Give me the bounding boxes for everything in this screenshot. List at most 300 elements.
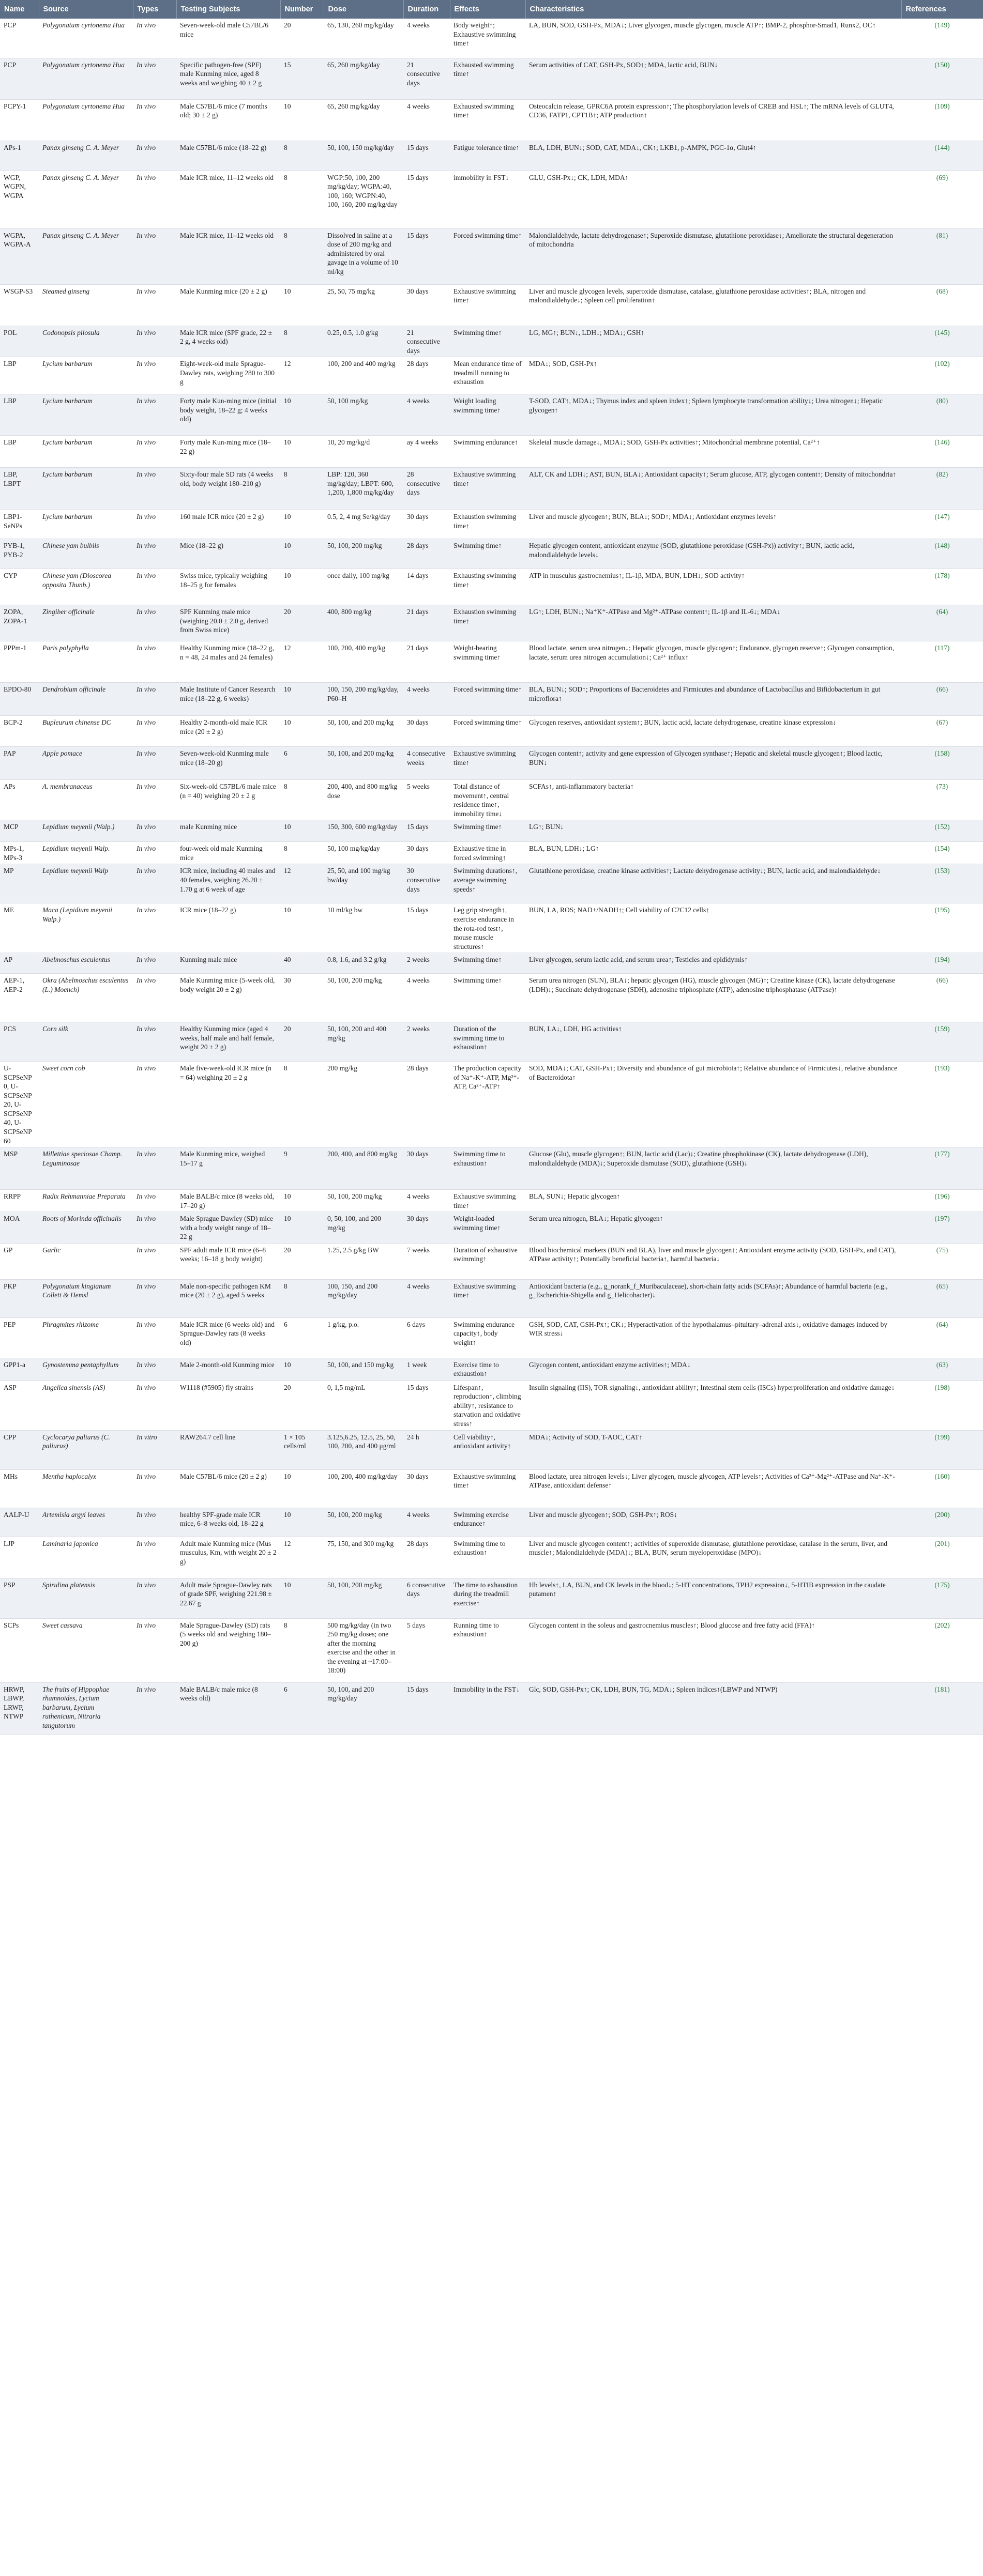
dose-cell: 50, 100 mg/kg/day	[324, 842, 403, 864]
subjects-cell: Eight-week-old male Sprague-Dawley rats, weighing 280 to 300 g	[176, 357, 280, 394]
effects-cell: Duration of exhaustive swimming↑	[450, 1243, 525, 1279]
table-row	[0, 1147, 983, 1190]
dose-cell: 25, 50, and 100 mg/kg bw/day	[324, 864, 403, 903]
types-cell: In vivo	[133, 716, 176, 747]
source-cell: A. membranaceus	[39, 780, 133, 820]
table-row	[0, 510, 983, 539]
duration-cell: 15 days	[403, 820, 450, 842]
reference-link[interactable]: (159)	[901, 1022, 983, 1062]
characteristics-cell: Serum urea nitrogen (SUN), BLA↓; hepatic glycogen (HG), muscle glycogen (MG)↑; Creatine kinase (CK), lactate dehydrogenase (LDH)↓; Succinate dehydrogenase (SDH), adenosine triphosphate (ATP), adenosine triphosphatase (ATPase)↑	[525, 974, 901, 1022]
table-row	[0, 605, 983, 641]
reference-link[interactable]: (117)	[901, 641, 983, 683]
name-cell: ME	[0, 903, 39, 953]
table-row	[0, 1243, 983, 1279]
number-cell: 10	[280, 436, 324, 468]
name-cell: RRPP	[0, 1190, 39, 1212]
reference-link[interactable]: (147)	[901, 510, 983, 539]
reference-link[interactable]: (144)	[901, 141, 983, 171]
types-cell: In vivo	[133, 436, 176, 468]
effects-cell: Mean endurance time of treadmill running to exhaustion	[450, 357, 525, 394]
name-cell: MPs-1, MPs-3	[0, 842, 39, 864]
reference-link[interactable]: (158)	[901, 747, 983, 780]
duration-cell: 30 days	[403, 510, 450, 539]
effects-cell: Swimming time↑	[450, 326, 525, 357]
subjects-cell: Male Kunming mice (20 ± 2 g)	[176, 284, 280, 326]
source-cell: Lepidium meyenii (Walp.)	[39, 820, 133, 842]
types-cell: In vivo	[133, 605, 176, 641]
reference-link[interactable]: (109)	[901, 99, 983, 141]
duration-cell: 6 consecutive days	[403, 1578, 450, 1618]
types-cell: In vivo	[133, 19, 176, 58]
subjects-cell: RAW264.7 cell line	[176, 1430, 280, 1469]
characteristics-cell: Glycogen content in the soleus and gastrocnemius muscles↑; Blood glucose and free fatty acid (FFA)↑	[525, 1618, 901, 1682]
reference-link[interactable]: (177)	[901, 1147, 983, 1190]
name-cell: AALP-U	[0, 1508, 39, 1537]
reference-link[interactable]: (178)	[901, 569, 983, 605]
duration-cell: 15 days	[403, 903, 450, 953]
reference-link[interactable]: (64)	[901, 1317, 983, 1358]
dose-cell: 100, 200 and 400 mg/kg	[324, 357, 403, 394]
effects-cell: Swimming time↑	[450, 539, 525, 569]
types-cell: In vivo	[133, 99, 176, 141]
table-row	[0, 1062, 983, 1147]
number-cell: 12	[280, 357, 324, 394]
table-row	[0, 141, 983, 171]
dose-cell: 50, 100, and 150 mg/kg	[324, 1358, 403, 1381]
dose-cell: once daily, 100 mg/kg	[324, 569, 403, 605]
characteristics-cell: Liver and muscle glycogen↑; SOD, GSH-Px↑; ROS↓	[525, 1508, 901, 1537]
table-row	[0, 716, 983, 747]
reference-link[interactable]: (64)	[901, 605, 983, 641]
characteristics-cell: Serum activities of CAT, GSH-Px, SOD↑; MDA, lactic acid, BUN↓	[525, 58, 901, 99]
table-row	[0, 1381, 983, 1430]
characteristics-cell: Blood lactate, serum urea nitrogen↓; Hepatic glycogen, muscle glycogen↑; Endurance, glycogen reserve↑; Glycogen consumption, lactate, serum urea nitrogen accumulation↓; Ca²⁺ influx↑	[525, 641, 901, 683]
reference-link[interactable]: (66)	[901, 974, 983, 1022]
subjects-cell: Healthy Kunming mice (aged 4 weeks, half male and half female, weight 20 ± 2 g)	[176, 1022, 280, 1062]
types-cell: In vivo	[133, 141, 176, 171]
number-cell: 10	[280, 394, 324, 436]
duration-cell: 28 days	[403, 539, 450, 569]
reference-link[interactable]: (81)	[901, 228, 983, 284]
reference-link[interactable]: (160)	[901, 1469, 983, 1508]
name-cell: U-SCPSeNP 0, U-SCPSeNP 20, U-SCPSeNP 40, U-SCPSeNP 60	[0, 1062, 39, 1147]
source-cell: Millettiae speciosae Champ. Leguminosae	[39, 1147, 133, 1190]
name-cell: PSP	[0, 1578, 39, 1618]
header-types: Types	[133, 0, 176, 19]
number-cell: 8	[280, 468, 324, 510]
characteristics-cell: Malondialdehyde, lactate dehydrogenase↑; Superoxide dismutase, glutathione peroxidase↓; Ameliorate the structural degeneration of mitochondria	[525, 228, 901, 284]
dose-cell: 100, 200, 400 mg/kg/day	[324, 1469, 403, 1508]
reference-link[interactable]: (82)	[901, 468, 983, 510]
types-cell: In vivo	[133, 357, 176, 394]
effects-cell: Exhausted swimming time↑	[450, 99, 525, 141]
name-cell: MHs	[0, 1469, 39, 1508]
duration-cell: 15 days	[403, 228, 450, 284]
number-cell: 10	[280, 1190, 324, 1212]
duration-cell: 2 weeks	[403, 1022, 450, 1062]
table-row	[0, 1578, 983, 1618]
number-cell: 8	[280, 326, 324, 357]
effects-cell: Swimming endurance capacity↑, body weight↑	[450, 1317, 525, 1358]
subjects-cell: Mice (18–22 g)	[176, 539, 280, 569]
subjects-cell: Healthy Kunming mice (18–22 g, n = 48, 24 males and 24 females)	[176, 641, 280, 683]
dose-cell: 150, 300, 600 mg/kg/day	[324, 820, 403, 842]
table-row	[0, 1190, 983, 1212]
number-cell: 10	[280, 1469, 324, 1508]
number-cell: 10	[280, 539, 324, 569]
table-row	[0, 903, 983, 953]
duration-cell: 4 weeks	[403, 99, 450, 141]
number-cell: 20	[280, 1243, 324, 1279]
number-cell: 8	[280, 1618, 324, 1682]
types-cell: In vivo	[133, 58, 176, 99]
duration-cell: ay 4 weeks	[403, 436, 450, 468]
number-cell: 8	[280, 842, 324, 864]
number-cell: 20	[280, 1381, 324, 1430]
duration-cell: 30 days	[403, 842, 450, 864]
dose-cell: 50, 100, 200 mg/kg	[324, 974, 403, 1022]
types-cell: In vivo	[133, 780, 176, 820]
table-row	[0, 1682, 983, 1734]
duration-cell: 6 days	[403, 1317, 450, 1358]
source-cell: Radix Rehmanniae Preparata	[39, 1190, 133, 1212]
source-cell: Roots of Morinda officinalis	[39, 1212, 133, 1244]
table-row	[0, 19, 983, 58]
number-cell: 6	[280, 747, 324, 780]
table-row	[0, 683, 983, 716]
characteristics-cell: MDA↓; SOD, GSH-Px↑	[525, 357, 901, 394]
name-cell: PAP	[0, 747, 39, 780]
table-row	[0, 1430, 983, 1469]
subjects-cell: Male Institute of Cancer Research mice (18–22 g, 6 weeks)	[176, 683, 280, 716]
number-cell: 8	[280, 780, 324, 820]
effects-cell: Exhaustive swimming time↑	[450, 1279, 525, 1317]
types-cell: In vivo	[133, 171, 176, 228]
effects-cell: Swimming time↑	[450, 820, 525, 842]
subjects-cell: healthy SPF-grade male ICR mice, 6–8 weeks old, 18–22 g	[176, 1508, 280, 1537]
reference-link[interactable]: (193)	[901, 1062, 983, 1147]
table-row	[0, 864, 983, 903]
subjects-cell: four-week old male Kunming mice	[176, 842, 280, 864]
number-cell: 8	[280, 171, 324, 228]
dose-cell: 50, 100 mg/kg	[324, 394, 403, 436]
characteristics-cell: T-SOD, CAT↑, MDA↓; Thymus index and spleen index↑; Spleen lymphocyte transformation ability↓; Urea nitrogen↓; Hepatic glycogen↑	[525, 394, 901, 436]
number-cell: 8	[280, 1279, 324, 1317]
name-cell: POL	[0, 326, 39, 357]
reference-link[interactable]: (65)	[901, 1279, 983, 1317]
reference-link[interactable]: (148)	[901, 539, 983, 569]
subjects-cell: ICR mice (18–22 g)	[176, 903, 280, 953]
effects-cell: Cell viability↑, antioxidant activity↑	[450, 1430, 525, 1469]
number-cell: 10	[280, 284, 324, 326]
source-cell: Spirulina platensis	[39, 1578, 133, 1618]
number-cell: 15	[280, 58, 324, 99]
effects-cell: Exhaustion swimming time↑	[450, 605, 525, 641]
reference-link[interactable]: (69)	[901, 171, 983, 228]
reference-link[interactable]: (181)	[901, 1682, 983, 1734]
name-cell: APs-1	[0, 141, 39, 171]
dose-cell: Dissolved in saline at a dose of 200 mg/kg and administered by oral gavage in a volume of 10 ml/kg	[324, 228, 403, 284]
types-cell: In vivo	[133, 228, 176, 284]
types-cell: In vivo	[133, 569, 176, 605]
types-cell: In vivo	[133, 1682, 176, 1734]
effects-cell: Swimming time to exhaustion↑	[450, 1147, 525, 1190]
dose-cell: 500 mg/kg/day (in two 250 mg/kg doses; one after the morning exercise and the other in the evening at ~17:00–18:00)	[324, 1618, 403, 1682]
characteristics-cell: Glycogen content, antioxidant enzyme activities↑; MDA↓	[525, 1358, 901, 1381]
characteristics-cell: Serum urea nitrogen, BLA↓; Hepatic glycogen↑	[525, 1212, 901, 1244]
subjects-cell: Seven-week-old male C57BL/6 mice	[176, 19, 280, 58]
subjects-cell: male Kunming mice	[176, 820, 280, 842]
duration-cell: 21 days	[403, 605, 450, 641]
reference-link[interactable]: (154)	[901, 842, 983, 864]
name-cell: LBP1-SeNPs	[0, 510, 39, 539]
characteristics-cell: ATP in musculus gastrocnemius↑; IL-1β, MDA, BUN, LDH↓; SOD activity↑	[525, 569, 901, 605]
source-cell: Artemisia argyi leaves	[39, 1508, 133, 1537]
subjects-cell: Male ICR mice, 11–12 weeks old	[176, 171, 280, 228]
dose-cell: 0.5, 2, 4 mg Se/kg/day	[324, 510, 403, 539]
source-cell: The fruits of Hippophae rhamnoides, Lycium barbarum, Lycium ruthenicum, Nitraria tangutorum	[39, 1682, 133, 1734]
types-cell: In vivo	[133, 1508, 176, 1537]
source-cell: Abelmoschus esculentus	[39, 953, 133, 974]
dose-cell: 50, 100, 150 mg/kg/day	[324, 141, 403, 171]
reference-link[interactable]: (150)	[901, 58, 983, 99]
reference-link[interactable]: (80)	[901, 394, 983, 436]
table-row	[0, 228, 983, 284]
table-row	[0, 1358, 983, 1381]
subjects-cell: Male Kunming mice, weighed 15–17 g	[176, 1147, 280, 1190]
name-cell: PPPm-1	[0, 641, 39, 683]
number-cell: 1 × 105 cells/ml	[280, 1430, 324, 1469]
number-cell: 10	[280, 683, 324, 716]
characteristics-cell: Glycogen content↑; activity and gene expression of Glycogen synthase↑; Hepatic and skeletal muscle glycogen↑; Blood lactic, BUN↓	[525, 747, 901, 780]
duration-cell: 30 days	[403, 1212, 450, 1244]
name-cell: AP	[0, 953, 39, 974]
dose-cell: 3.125,6.25, 12.5, 25, 50, 100, 200, and 400 μg/ml	[324, 1430, 403, 1469]
table-row	[0, 539, 983, 569]
reference-link[interactable]: (153)	[901, 864, 983, 903]
characteristics-cell: Glutathione peroxidase, creatine kinase activities↑; Lactate dehydrogenase activity↓; BUN, lactic acid, and malondialdehyde↓	[525, 864, 901, 903]
dose-cell: 75, 150, and 300 mg/kg	[324, 1537, 403, 1578]
reference-link[interactable]: (197)	[901, 1212, 983, 1244]
effects-cell: Swimming exercise endurance↑	[450, 1508, 525, 1537]
number-cell: 10	[280, 716, 324, 747]
subjects-cell: Male ICR mice (SPF grade, 22 ± 2 g, 4 weeks old)	[176, 326, 280, 357]
subjects-cell: Male ICR mice, 11–12 weeks old	[176, 228, 280, 284]
types-cell: In vivo	[133, 641, 176, 683]
subjects-cell: Male C57BL/6 mice (7 months old; 30 ± 2 g)	[176, 99, 280, 141]
source-cell: Zingiber officinale	[39, 605, 133, 641]
reference-link[interactable]: (75)	[901, 1243, 983, 1279]
source-cell: Lycium barbarum	[39, 436, 133, 468]
number-cell: 10	[280, 510, 324, 539]
dose-cell: 100, 150, and 200 mg/kg/day	[324, 1279, 403, 1317]
source-cell: Paris polyphylla	[39, 641, 133, 683]
dose-cell: LBP: 120, 360 mg/kg/day; LBPT: 600, 1,200, 1,800 mg/kg/day	[324, 468, 403, 510]
source-cell: Sweet corn cob	[39, 1062, 133, 1147]
characteristics-cell: Glucose (Glu), muscle glycogen↑; BUN, lactic acid (Lac)↓; Creatine phosphokinase (CK), lactate dehydrogenase (LDH), malondialdehyde (MDA)↓; Superoxide dismutase (SOD), glutathione (GSH)↓	[525, 1147, 901, 1190]
reference-link[interactable]: (200)	[901, 1508, 983, 1537]
duration-cell: 30 days	[403, 1147, 450, 1190]
name-cell: PCP	[0, 19, 39, 58]
effects-cell: Lifespan↑, reproduction↑, climbing ability↑, resistance to starvation and oxidative stress↑	[450, 1381, 525, 1430]
types-cell: In vivo	[133, 1279, 176, 1317]
subjects-cell: W1118 (#5905) fly strains	[176, 1381, 280, 1430]
subjects-cell: Swiss mice, typically weighing 18–25 g for females	[176, 569, 280, 605]
table-row	[0, 974, 983, 1022]
table-row	[0, 1317, 983, 1358]
dose-cell: 200, 400, and 800 mg/kg	[324, 1147, 403, 1190]
reference-link[interactable]: (194)	[901, 953, 983, 974]
header-row	[0, 0, 983, 19]
duration-cell: 30 days	[403, 1469, 450, 1508]
dose-cell: WGP:50, 100, 200 mg/kg/day; WGPA:40, 100, 160; WGPN:40, 100, 160, 200 mg/kg/day	[324, 171, 403, 228]
header-name: Name	[0, 0, 39, 19]
number-cell: 30	[280, 974, 324, 1022]
subjects-cell: ICR mice, including 40 males and 40 females, weighing 26.20 ± 1.70 g at 6 week of age	[176, 864, 280, 903]
source-cell: Maca (Lepidium meyenii Walp.)	[39, 903, 133, 953]
types-cell: In vivo	[133, 326, 176, 357]
types-cell: In vivo	[133, 1381, 176, 1430]
number-cell: 8	[280, 228, 324, 284]
duration-cell: 28 days	[403, 1537, 450, 1578]
name-cell: PCS	[0, 1022, 39, 1062]
dose-cell: 65, 260 mg/kg/day	[324, 99, 403, 141]
subjects-cell: Six-week-old C57BL/6 male mice (n = 40) weighing 20 ± 2 g	[176, 780, 280, 820]
types-cell: In vivo	[133, 1243, 176, 1279]
subjects-cell: Male BALB/c male mice (8 weeks old)	[176, 1682, 280, 1734]
reference-link[interactable]: (196)	[901, 1190, 983, 1212]
reference-link[interactable]: (152)	[901, 820, 983, 842]
source-cell: Steamed ginseng	[39, 284, 133, 326]
effects-cell: Leg grip strength↑, exercise endurance in the rota-rod test↑, mouse muscle structures↑	[450, 903, 525, 953]
reference-link[interactable]: (201)	[901, 1537, 983, 1578]
reference-link[interactable]: (195)	[901, 903, 983, 953]
duration-cell: 28 days	[403, 357, 450, 394]
header-effects: Effects	[450, 0, 525, 19]
reference-link[interactable]: (202)	[901, 1618, 983, 1682]
reference-link[interactable]: (198)	[901, 1381, 983, 1430]
dose-cell: 1 g/kg, p.o.	[324, 1317, 403, 1358]
source-cell: Lepidium meyenii Walp.	[39, 842, 133, 864]
duration-cell: 30 consecutive days	[403, 864, 450, 903]
subjects-cell: Male non-specific pathogen KM mice (20 ± 2 g), aged 5 weeks	[176, 1279, 280, 1317]
characteristics-cell: BLA, BUN↓; SOD↑; Proportions of Bacteroidetes and Firmicutes and abundance of Lactobacillus and Bifidobacterium in gut microflora↑	[525, 683, 901, 716]
types-cell: In vivo	[133, 1358, 176, 1381]
effects-cell: Exhaustive swimming time↑	[450, 1469, 525, 1508]
effects-cell: Running time to exhaustion↑	[450, 1618, 525, 1682]
types-cell: In vivo	[133, 284, 176, 326]
characteristics-cell: Hb levels↑, LA, BUN, and CK levels in the blood↓; 5-HT concentrations, TPH2 expression↓, 5-HTIB expression in the caudate putamen↑	[525, 1578, 901, 1618]
name-cell: CPP	[0, 1430, 39, 1469]
header-characteristics: Characteristics	[525, 0, 901, 19]
source-cell: Dendrobium officinale	[39, 683, 133, 716]
number-cell: 20	[280, 1022, 324, 1062]
dose-cell: 50, 100, 200 mg/kg	[324, 539, 403, 569]
source-cell: Panax ginseng C. A. Meyer	[39, 228, 133, 284]
dose-cell: 50, 100, and 200 mg/kg	[324, 716, 403, 747]
table-row	[0, 1279, 983, 1317]
source-cell: Bupleurum chinense DC	[39, 716, 133, 747]
types-cell: In vivo	[133, 1147, 176, 1190]
characteristics-cell: Glycogen reserves, antioxidant system↑; BUN, lactic acid, lactate dehydrogenase, creatine kinase expression↓	[525, 716, 901, 747]
dose-cell: 65, 130, 260 mg/kg/day	[324, 19, 403, 58]
number-cell: 6	[280, 1317, 324, 1358]
subjects-cell: Forty male Kun-ming mice (18–22 g)	[176, 436, 280, 468]
effects-cell: Body weight↑; Exhaustive swimming time↑	[450, 19, 525, 58]
effects-cell: immobility in FST↓	[450, 171, 525, 228]
characteristics-cell: Liver glycogen, serum lactic acid, and serum urea↑; Testicles and epididymis↑	[525, 953, 901, 974]
dose-cell: 50, 100, 200 mg/kg	[324, 1578, 403, 1618]
types-cell: In vivo	[133, 842, 176, 864]
reference-link[interactable]: (175)	[901, 1578, 983, 1618]
header-source: Source	[39, 0, 133, 19]
reference-link[interactable]: (146)	[901, 436, 983, 468]
source-cell: Garlic	[39, 1243, 133, 1279]
table-row	[0, 357, 983, 394]
table-row	[0, 394, 983, 436]
duration-cell: 4 weeks	[403, 394, 450, 436]
number-cell: 8	[280, 141, 324, 171]
source-cell: Lycium barbarum	[39, 468, 133, 510]
duration-cell: 24 h	[403, 1430, 450, 1469]
subjects-cell: Seven-week-old Kunming male mice (18–20 g)	[176, 747, 280, 780]
subjects-cell: Healthy 2-month-old male ICR mice (20 ± 2 g)	[176, 716, 280, 747]
characteristics-cell: LA, BUN, SOD, GSH-Px, MDA↓; Liver glycogen, muscle glycogen, muscle ATP↑; BMP-2, phosphor-Smad1, Runx2, OC↑	[525, 19, 901, 58]
reference-link[interactable]: (199)	[901, 1430, 983, 1469]
name-cell: BCP-2	[0, 716, 39, 747]
dose-cell: 50, 100, and 200 mg/kg/day	[324, 1682, 403, 1734]
characteristics-cell: GLU, GSH-Px↓; CK, LDH, MDA↑	[525, 171, 901, 228]
reference-link[interactable]: (68)	[901, 284, 983, 326]
reference-link[interactable]: (66)	[901, 683, 983, 716]
effects-cell: Exhausting swimming time↑	[450, 569, 525, 605]
header-references: References	[901, 0, 983, 19]
subjects-cell: Male five-week-old ICR mice (n = 64) weighing 20 ± 2 g	[176, 1062, 280, 1147]
number-cell: 40	[280, 953, 324, 974]
effects-cell: Swimming time↑	[450, 974, 525, 1022]
name-cell: APs	[0, 780, 39, 820]
reference-link[interactable]: (149)	[901, 19, 983, 58]
reference-link[interactable]: (102)	[901, 357, 983, 394]
effects-cell: Exhausted swimming time↑	[450, 58, 525, 99]
types-cell: In vivo	[133, 394, 176, 436]
table-row	[0, 747, 983, 780]
characteristics-cell: BLA, BUN, LDH↓; LG↑	[525, 842, 901, 864]
effects-cell: Immobility in the FST↓	[450, 1682, 525, 1734]
effects-cell: Swimming time to exhaustion↑	[450, 1537, 525, 1578]
reference-link[interactable]: (63)	[901, 1358, 983, 1381]
number-cell: 10	[280, 820, 324, 842]
subjects-cell: Sixty-four male SD rats (4 weeks old, body weight 180–210 g)	[176, 468, 280, 510]
reference-link[interactable]: (67)	[901, 716, 983, 747]
subjects-cell: Male Kunming mice (5-week old, body weight 20 ± 2 g)	[176, 974, 280, 1022]
subjects-cell: Male 2-month-old Kunming mice	[176, 1358, 280, 1381]
name-cell: SCPs	[0, 1618, 39, 1682]
duration-cell: 1 week	[403, 1358, 450, 1381]
table-row	[0, 820, 983, 842]
subjects-cell: Male C57BL/6 mice (18–22 g)	[176, 141, 280, 171]
source-cell: Polygonatum cyrtonema Hua	[39, 99, 133, 141]
effects-cell: Exhaustion swimming time↑	[450, 510, 525, 539]
reference-link[interactable]: (73)	[901, 780, 983, 820]
table-row	[0, 953, 983, 974]
dose-cell: 0, 1,5 mg/mL	[324, 1381, 403, 1430]
table-row	[0, 1212, 983, 1244]
dose-cell: 50, 100, 200 mg/kg	[324, 1508, 403, 1537]
effects-cell: Forced swimming time↑	[450, 228, 525, 284]
reference-link[interactable]: (145)	[901, 326, 983, 357]
characteristics-cell: Insulin signaling (IIS), TOR signaling↓, antioxidant ability↑; Intestinal stem cells (ISCs) hyperproliferation and oxidative damage↓	[525, 1381, 901, 1430]
